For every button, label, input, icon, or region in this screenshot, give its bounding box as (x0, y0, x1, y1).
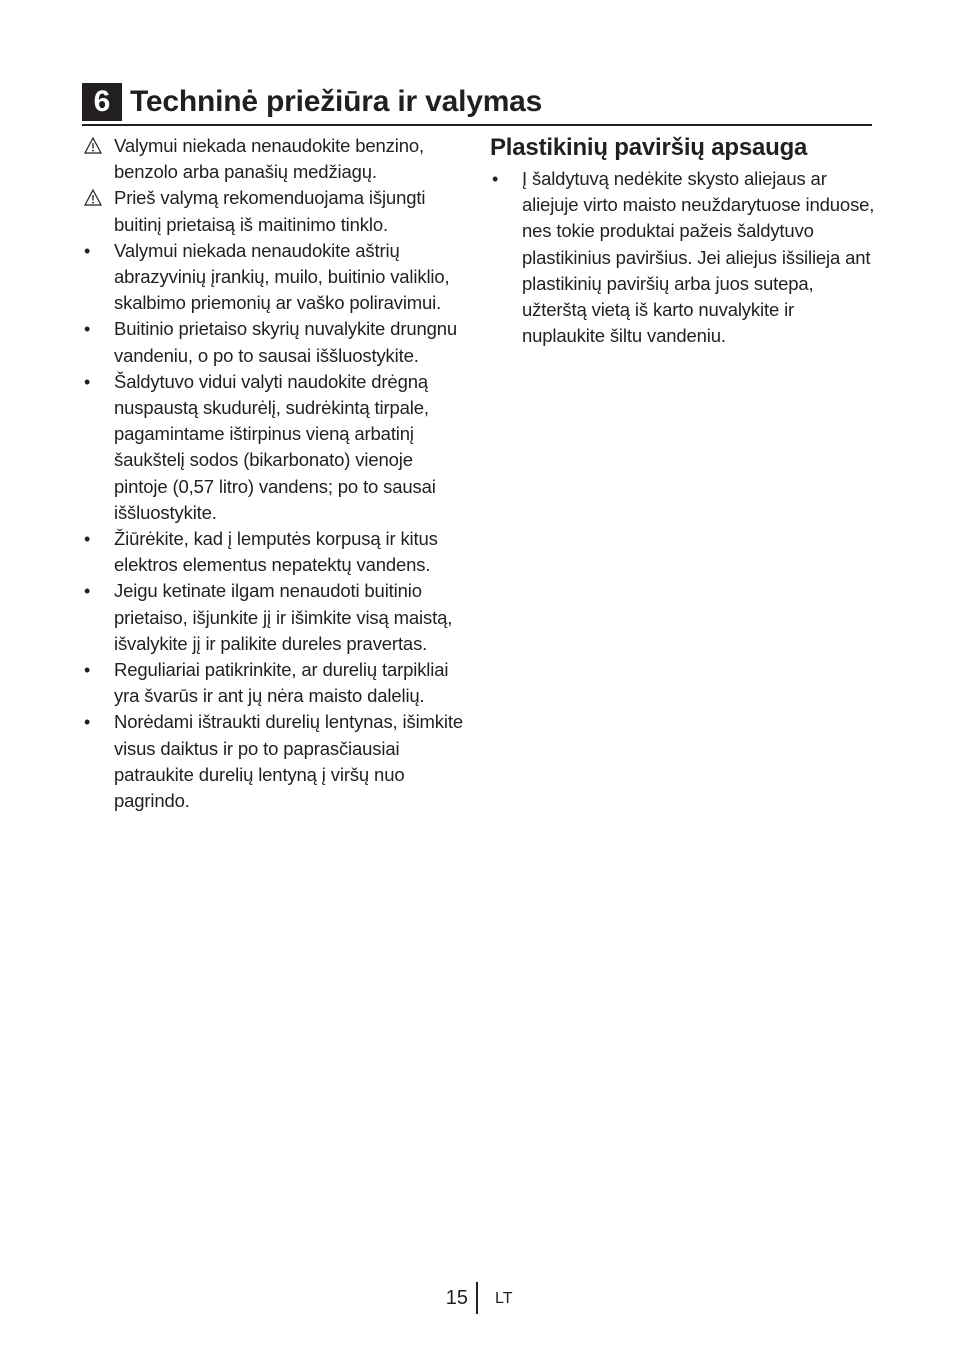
bullet-icon: • (84, 712, 91, 733)
language-code: LT (495, 1290, 513, 1307)
left-column (82, 133, 467, 814)
list-item (82, 578, 467, 657)
list-item (82, 238, 467, 317)
right-column (490, 132, 875, 349)
list-item-text: Buitinio prietaiso skyrių nuvalykite drungnu vandeniu, o po to sausai iššluostykite. (114, 318, 458, 366)
bullet-icon: • (492, 169, 499, 189)
bullet-icon: • (84, 660, 91, 681)
subsection-title: Plastikinių paviršių apsauga (490, 134, 808, 161)
section-number-badge: 6 (82, 83, 122, 121)
bullet-icon: • (84, 240, 91, 261)
list-item-text: Reguliariai patikrinkite, ar durelių tarpikliai yra švarūs ir ant jų nėra maisto dalelių. (114, 659, 449, 707)
bullet-icon: • (84, 581, 91, 602)
list-item (82, 526, 467, 578)
list-item-text: Valymui niekada nenaudokite aštrių abrazyvinių įrankių, muilo, buitinio valiklio, skalbimo priemonių ar vaško poliravimui. (114, 239, 450, 314)
bullet-icon: • (84, 319, 91, 340)
warning-icon (84, 137, 102, 154)
page-footer (0, 1282, 954, 1314)
list-item-text: Į šaldytuvą nedėkite skysto aliejaus ar aliejuje virto maisto neuždarytuose induose, nes tokie produktai pažeis šaldytuvo plastikinius paviršius. Jei aliejus išsilieja ant plastikinių paviršių arba juos sutepa, užterštą vietą iš karto nuvalykite ir nuplaukite šiltu vandeniu. (522, 168, 875, 347)
list-item-text: Prieš valymą rekomenduojama išjungti buitinį prietaisą iš maitinimo tinklo. (114, 187, 426, 235)
section-header (82, 82, 872, 126)
page-number: 15 (445, 1287, 468, 1309)
list-item (82, 657, 467, 709)
list-item-text: Norėdami ištraukti durelių lentynas, išimkite visus daiktus ir po to paprasčiausiai patraukite durelių lentyną į viršų nuo pagrindo. (114, 711, 463, 812)
bullet-icon: • (84, 371, 91, 392)
list-item (82, 133, 467, 185)
list-item (82, 369, 467, 526)
bullet-icon: • (84, 529, 91, 550)
list-item (82, 185, 467, 237)
list-item-text: Jeigu ketinate ilgam nenaudoti buitinio prietaiso, išjunkite jį ir išimkite visą maistą, išvalykite jį ir palikite dureles pravertas. (114, 580, 453, 654)
list-item-text: Šaldytuvo vidui valyti naudokite drėgną nuspaustą skudurėlį, sudrėkintą tirpale, pagamintame ištirpinus vieną arbatinį šaukštelį sodos (bikarbonato) vienoje pintoje (0,57 litro) vandens; po to sausai iššluostykite. (114, 370, 436, 523)
section-title: Techninė priežiūra ir valymas (130, 85, 543, 118)
list-item (490, 166, 875, 349)
list-item-text: Valymui niekada nenaudokite benzino, benzolo arba panašių medžiagų. (114, 135, 425, 183)
list-item-text: Žiūrėkite, kad į lemputės korpusą ir kitus elektros elementus nepatektų vandens. (114, 528, 438, 576)
list-item (82, 316, 467, 368)
warning-icon (84, 189, 102, 206)
footer-divider (476, 1282, 478, 1314)
list-item (82, 709, 467, 814)
